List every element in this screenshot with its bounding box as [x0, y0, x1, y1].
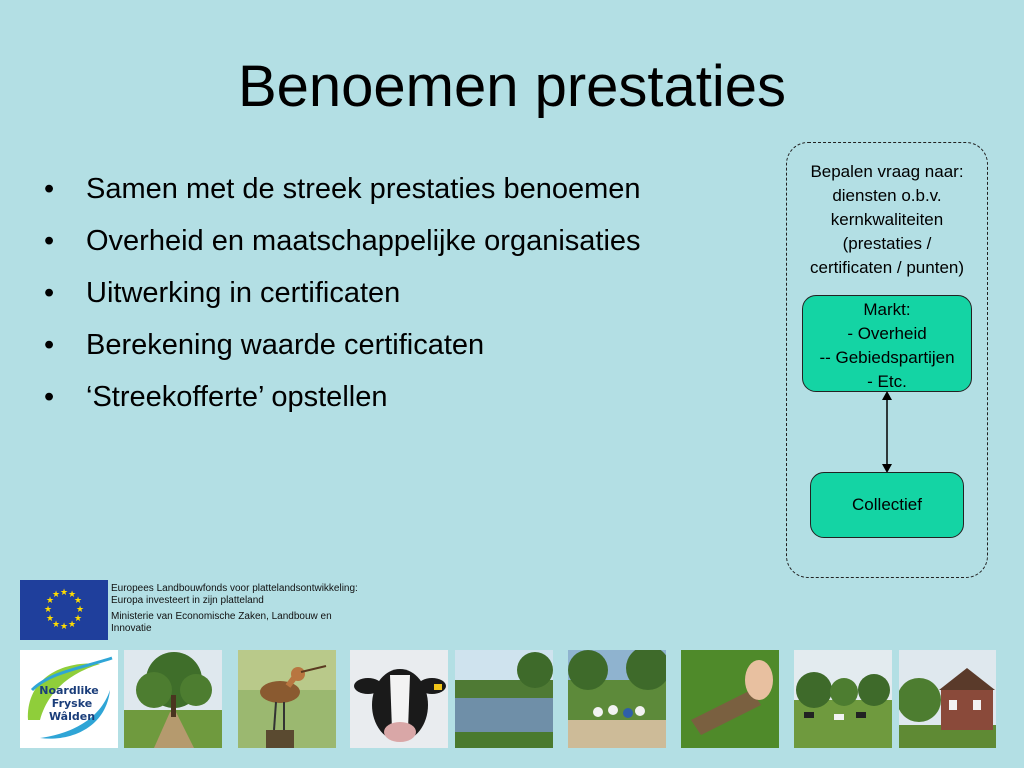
svg-text:★: ★: [67, 590, 77, 600]
svg-text:★: ★: [67, 620, 77, 630]
cows-meadow-photo: [794, 650, 892, 748]
demand-line: Bepalen vraag naar:: [810, 162, 964, 181]
bullet-dot: •: [44, 173, 55, 205]
markt-line: Markt:: [863, 300, 911, 319]
bullet-item: [40, 163, 780, 215]
svg-text:★: ★: [59, 588, 69, 598]
bullet-text: Samen met de streek prestaties benoemen: [86, 173, 641, 205]
demand-line: kernkwaliteiten: [830, 210, 944, 229]
bullet-list: [40, 163, 780, 423]
bullet-text: ‘Streekofferte’ opstellen: [86, 381, 388, 413]
bullet-dot: •: [44, 277, 55, 309]
bullet-dot: •: [44, 381, 55, 413]
bullet-item: [40, 267, 780, 319]
collectief-box: Collectief: [810, 472, 964, 538]
svg-text:★: ★: [75, 605, 85, 615]
pond-photo: [455, 650, 553, 748]
bullet-dot: •: [44, 329, 55, 361]
svg-text:★: ★: [45, 596, 55, 606]
bullet-text: Uitwerking in certificaten: [86, 277, 401, 309]
svg-text:★: ★: [51, 620, 61, 630]
svg-text:★: ★: [73, 596, 83, 606]
eu-stars-icon: [20, 580, 108, 640]
markt-line: -- Gebiedspartijen: [819, 348, 955, 367]
demand-line: certificaten / punten): [809, 258, 965, 277]
svg-text:★: ★: [45, 614, 55, 624]
slide-title: Benoemen prestaties: [237, 54, 787, 119]
svg-text:★: ★: [51, 590, 61, 600]
eu-fund-line: Europa investeert in zijn platteland: [111, 595, 264, 606]
photo-strip: [0, 650, 1024, 748]
bullet-item: [40, 215, 780, 267]
eu-flag-icon: [20, 580, 108, 640]
markt-line: - Overheid: [847, 324, 927, 343]
eu-fund-line: Europees Landbouwfonds voor plattelandsontwikkeling:: [111, 583, 358, 594]
tree-lane-photo: [124, 650, 222, 748]
svg-text:★: ★: [73, 614, 83, 624]
logo-line: Fryske: [51, 697, 93, 710]
eu-fund-text: [111, 583, 411, 607]
logo-line: Noardlike: [39, 684, 99, 697]
markt-box: [802, 295, 972, 392]
cow-photo: [350, 650, 448, 748]
ministry-line: Ministerie van Economische Zaken, Landbouw en: [111, 611, 332, 622]
bullet-item: [40, 319, 780, 371]
markt-line: - Etc.: [867, 372, 907, 391]
group-meeting-photo: [568, 650, 666, 748]
ministry-text: [111, 611, 411, 635]
bullet-text: Overheid en maatschappelijke organisaties: [86, 225, 641, 257]
demand-line: diensten o.b.v.: [832, 186, 942, 205]
ministry-line: Innovatie: [111, 623, 152, 634]
bullet-text: Berekening waarde certificaten: [86, 329, 485, 361]
double-arrow-icon: [878, 390, 896, 474]
svg-text:★: ★: [59, 622, 69, 632]
demand-line: (prestaties /: [842, 234, 932, 253]
bullet-item: [40, 371, 780, 423]
bullet-dot: •: [44, 225, 55, 257]
logo-line: Wâlden: [48, 710, 96, 723]
soil-sample-photo: [681, 650, 779, 748]
farmhouse-photo: [899, 650, 996, 748]
demand-description: [790, 160, 984, 280]
svg-text:★: ★: [43, 605, 53, 615]
funding-text: [111, 583, 411, 639]
godwit-bird-photo: [238, 650, 336, 748]
